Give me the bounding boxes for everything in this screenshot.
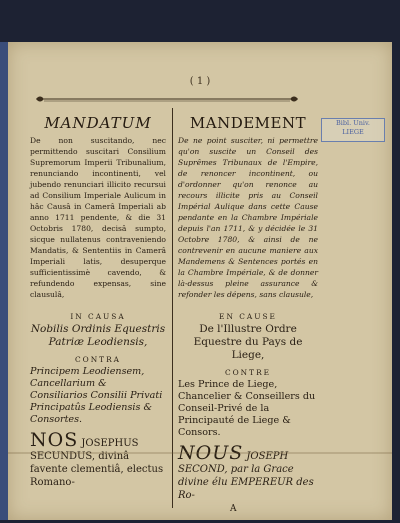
stamp-line2: LIEGE xyxy=(342,128,364,136)
french-heading: MANDEMENT xyxy=(189,114,307,132)
french-en-cause: EN CAUSE xyxy=(219,312,277,321)
latin-party-2: Principem Leodiensem, Cancellarium & Consiliarios Consilii Privati Principatûs Leodiensis & Consortes. xyxy=(30,366,163,425)
latin-body: De non suscitando, nec permittendo suscitari Consilium Supremorum Imperii Tribunalium, renunciando incontinenti, vel jubendo renunciari illicito recursui ad Consilium Imperiale Aulicum in hâc Causâ in Camerâ Imperiali ab anno 1711 pendente, & die 31 Octobris 1780, decisâ sumpto, sicque nullatenus contraveniendo Mandatis, & Sententiis in Camerâ Imperiali latis, desuperque sufficientissimè cavendo, & refundendo expensas, sine clausulâ, xyxy=(30,136,166,299)
latin-heading: MANDATUM xyxy=(44,114,152,132)
page-number: ( 1 ) xyxy=(189,76,211,87)
latin-in-causa: IN CAUSA xyxy=(70,312,126,321)
french-party-2: Les Prince de Liege, Chancelier & Conseillers du Conseil-Privé de la Principauté de Liege & Consors. xyxy=(178,379,316,438)
french-column xyxy=(178,114,318,502)
latin-closing-text: JOSEPHUS SECUNDUS, divinâ favente clementiâ, electus Romano- xyxy=(30,438,164,488)
french-contre: CONTRE xyxy=(224,368,272,377)
french-drop-word: NOUS xyxy=(178,442,244,464)
latin-column xyxy=(30,114,166,489)
french-body: De ne point susciter, ni permettre qu'on suscite un Conseil des Suprêmes Tribunaux de l'Empire, de renoncer incontinent, ou d'ordonner qu'on renonce au recours illicite pris au Conseil Impérial Aulique dans cette Cause pendante en la Chambre Impériale depuis l'an 1711, & y décidée le 31 Octobre 1780, & ainsi de ne contrevenir en aucune maniere aux Mandemens & Sentences portés en la Chambre Impériale, & de donner là-dessus pleine assurance & refonder les dépens, sans clausule, xyxy=(178,136,318,299)
french-party-1: De l'Illustre Ordre Equestre du Pays de Liege, xyxy=(193,323,303,361)
column-divider xyxy=(172,108,173,508)
latin-drop-word: NOS xyxy=(30,429,79,451)
latin-closing xyxy=(30,429,166,489)
french-closing xyxy=(178,442,318,502)
ornament-rule xyxy=(34,94,300,104)
fold-line xyxy=(8,452,392,454)
stamp-line1: Bibl. Univ. xyxy=(336,119,370,127)
latin-contra: CONTRA xyxy=(74,355,121,364)
library-stamp xyxy=(321,118,385,142)
french-closing-text: JOSEPH SECOND, par la Grace divine élu EMPEREUR des Ro- xyxy=(178,451,314,501)
signature-mark: A xyxy=(230,504,237,514)
document-page xyxy=(8,42,392,520)
binding-edge xyxy=(0,42,8,520)
latin-party-1: Nobilis Ordinis Equestris Patriæ Leodiensis, xyxy=(30,323,166,348)
